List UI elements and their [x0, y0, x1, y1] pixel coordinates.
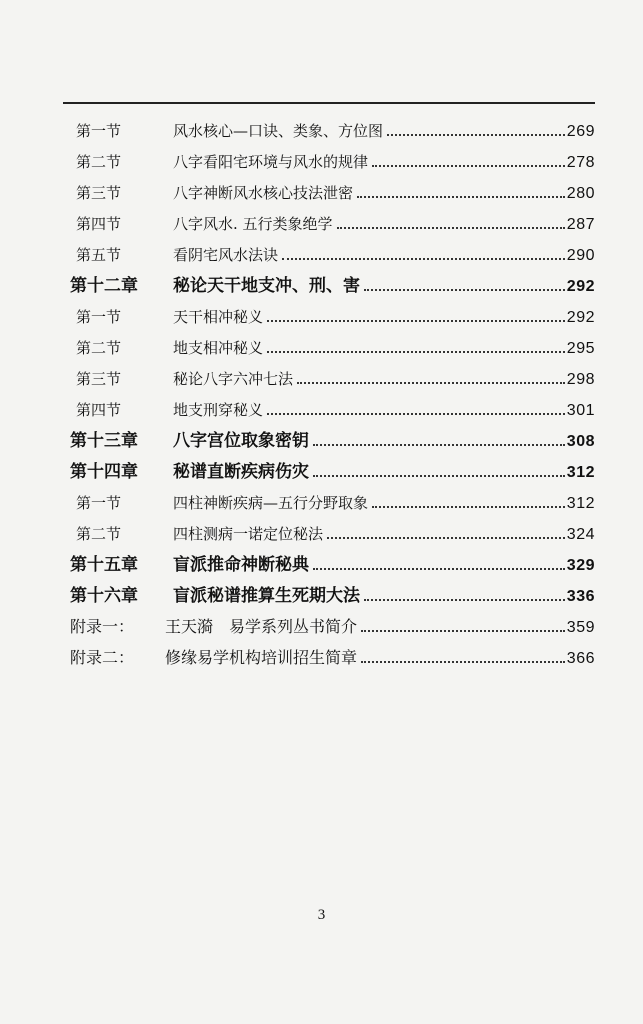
toc-entry-section [70, 513, 595, 544]
toc-entry-title: 地支相冲秘义 [173, 339, 264, 357]
dot-leader [361, 630, 565, 632]
toc-entry-page-number: 366 [566, 650, 595, 667]
toc-entry-title: 秘谱直断疾病伤灾 [173, 462, 309, 482]
toc-entry-section [70, 141, 595, 172]
toc-entry-chapter [70, 420, 595, 451]
dot-leader [313, 568, 565, 570]
toc-entry-chapter [70, 544, 595, 575]
toc-entry-label: 第一节 [76, 308, 122, 326]
toc-entry-chapter [70, 265, 595, 296]
toc-entry-section [70, 110, 595, 141]
toc-entry-label: 第三节 [76, 184, 122, 202]
toc-entry-page-number: 329 [566, 557, 595, 574]
toc-entry-label: 第十四章 [70, 462, 138, 482]
toc-entry-label: 第十二章 [70, 276, 138, 296]
toc-entry-page-number: 292 [566, 278, 595, 295]
toc-entry-chapter [70, 451, 595, 482]
toc-entry-title: 八字风水. 五行类象绝学 [173, 215, 333, 233]
dot-leader [337, 227, 565, 229]
toc-entry-section [70, 327, 595, 358]
toc-entry-label: 第四节 [76, 215, 122, 233]
dot-leader [372, 165, 565, 167]
toc-entry-label: 第五节 [76, 246, 122, 264]
toc-entry-page-number: 312 [566, 495, 595, 512]
toc-entry-appendix [70, 637, 595, 668]
toc-entry-label: 附录二： [70, 648, 135, 667]
toc-entry-label: 第一节 [76, 494, 122, 512]
toc-entry-label: 第二节 [76, 525, 122, 543]
dot-leader [387, 134, 565, 136]
toc-entry-page-number: 308 [566, 433, 595, 450]
dot-leader [297, 382, 565, 384]
toc-entry-section [70, 358, 595, 389]
toc-entry-title: 八字看阳宅环境与风水的规律 [173, 153, 369, 171]
toc-entry-section [70, 203, 595, 234]
toc-entry-title: 八字神断风水核心技法泄密 [173, 184, 354, 202]
toc-entry-title: 修缘易学机构培训招生简章 [165, 648, 358, 667]
toc-entry-title: 地支刑穿秘义 [173, 401, 264, 419]
toc-entry-page-number: 280 [566, 185, 595, 202]
toc-entry-section [70, 296, 595, 327]
toc-entry-title: 盲派秘谱推算生死期大法 [173, 586, 360, 606]
toc-entry-page-number: 336 [566, 588, 595, 605]
toc-entry-label: 第一节 [76, 122, 122, 140]
toc-entry-title: 秘论天干地支冲、刑、害 [173, 276, 360, 296]
toc-entry-label: 附录一： [70, 617, 135, 636]
toc-entry-label: 第十三章 [70, 431, 138, 451]
toc-entry-label: 第四节 [76, 401, 122, 419]
toc-entry-label: 第十六章 [70, 586, 138, 606]
toc-entry-label: 第十五章 [70, 555, 138, 575]
toc-entry-title: 秘论八字六冲七法 [173, 370, 294, 388]
toc-entry-page-number: 269 [566, 123, 595, 140]
toc-entry-label: 第二节 [76, 339, 122, 357]
toc-entry-title: 王天漪 易学系列丛书简介 [165, 617, 358, 636]
dot-leader [327, 537, 565, 539]
table-of-contents [70, 110, 595, 668]
toc-entry-page-number: 292 [566, 309, 595, 326]
dot-leader [313, 444, 565, 446]
dot-leader [313, 475, 565, 477]
toc-entry-label: 第三节 [76, 370, 122, 388]
dot-leader [364, 599, 565, 601]
dot-leader [364, 289, 565, 291]
page-number: 3 [317, 907, 326, 923]
dot-leader [372, 506, 565, 508]
toc-entry-section [70, 389, 595, 420]
toc-entry-page-number: 359 [566, 619, 595, 636]
top-rule [63, 102, 595, 104]
dot-leader [267, 320, 565, 322]
toc-entry-title: 四柱测病一诺定位秘法 [173, 525, 324, 543]
toc-entry-page-number: 290 [566, 247, 595, 264]
toc-entry-page-number: 295 [566, 340, 595, 357]
toc-entry-label: 第二节 [76, 153, 122, 171]
dot-leader [267, 413, 565, 415]
toc-entry-section [70, 234, 595, 265]
toc-entry-title: 四柱神断疾病—五行分野取象 [173, 494, 369, 512]
toc-entry-page-number: 312 [566, 464, 595, 481]
toc-entry-title: 风水核心—口诀、类象、方位图 [173, 122, 384, 140]
toc-entry-section [70, 482, 595, 513]
toc-entry-section [70, 172, 595, 203]
toc-entry-page-number: 324 [566, 526, 595, 543]
dot-leader [357, 196, 565, 198]
toc-entry-title: 看阴宅风水法诀 [173, 246, 279, 264]
toc-entry-page-number: 301 [566, 402, 595, 419]
toc-entry-appendix [70, 606, 595, 637]
dot-leader [282, 258, 565, 260]
dot-leader [361, 661, 565, 663]
toc-entry-title: 天干相冲秘义 [173, 308, 264, 326]
toc-entry-title: 盲派推命神断秘典 [173, 555, 309, 575]
toc-entry-page-number: 298 [566, 371, 595, 388]
toc-entry-page-number: 278 [566, 154, 595, 171]
toc-entry-title: 八字宫位取象密钥 [173, 431, 309, 451]
toc-entry-page-number: 287 [566, 216, 595, 233]
toc-entry-chapter [70, 575, 595, 606]
dot-leader [267, 351, 565, 353]
